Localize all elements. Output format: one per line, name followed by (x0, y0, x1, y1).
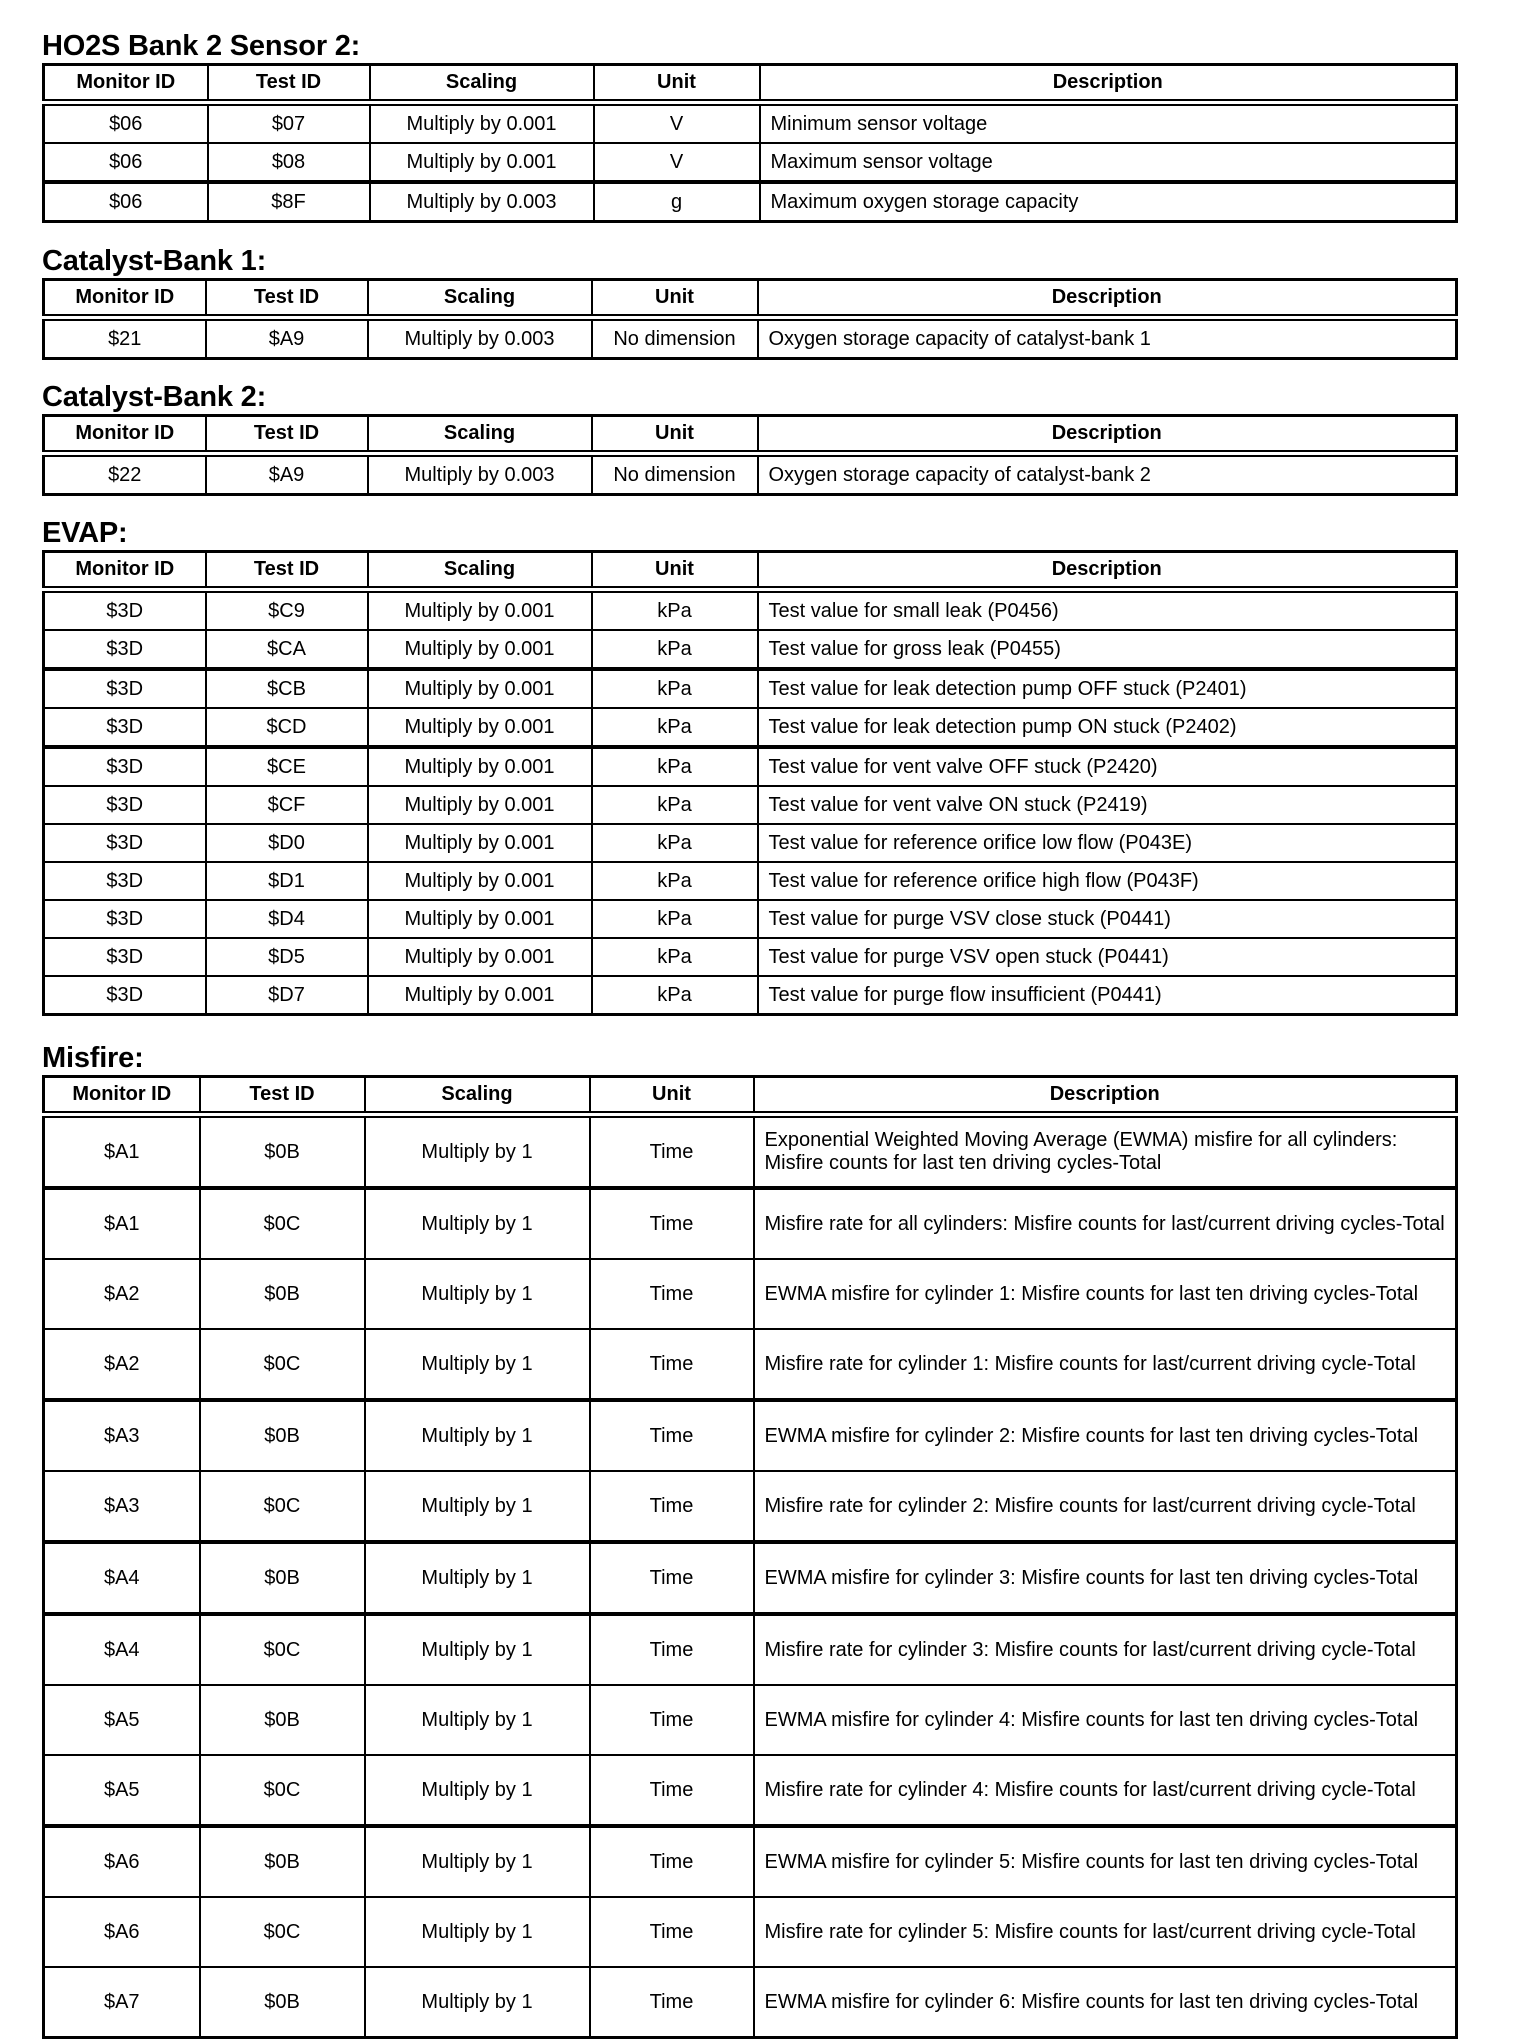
scaling: Multiply by 1 (365, 1329, 590, 1400)
scaling: Multiply by 1 (365, 1542, 590, 1614)
header-row (44, 65, 1457, 103)
col-monitor-id: Monitor ID (44, 552, 206, 590)
test-id: $CA (206, 630, 368, 669)
description: Oxygen storage capacity of catalyst-bank 2 (758, 454, 1457, 495)
test-id: $0C (200, 1329, 365, 1400)
description: Misfire rate for cylinder 2: Misfire counts for last/current driving cycle-Total (754, 1471, 1457, 1542)
table-row (44, 1471, 1457, 1542)
evap-table (42, 550, 1458, 1016)
scaling: Multiply by 1 (365, 1897, 590, 1967)
table-row (44, 1400, 1457, 1471)
table-row (44, 1259, 1457, 1329)
table-row (44, 103, 1457, 144)
table-row (44, 824, 1457, 862)
unit: Time (590, 1685, 754, 1755)
monitor-id: $A2 (44, 1259, 200, 1329)
table-row (44, 630, 1457, 669)
test-id: $0B (200, 1685, 365, 1755)
monitor-id: $3D (44, 824, 206, 862)
table-row (44, 862, 1457, 900)
col-test-id: Test ID (206, 416, 368, 454)
scaling: Multiply by 1 (365, 1967, 590, 2038)
table-row (44, 1897, 1457, 1967)
test-id: $CF (206, 786, 368, 824)
test-id: $8F (208, 182, 370, 222)
scaling: Multiply by 1 (365, 1685, 590, 1755)
description: EWMA misfire for cylinder 3: Misfire counts for last ten driving cycles-Total (754, 1542, 1457, 1614)
scaling: Multiply by 0.001 (368, 976, 592, 1015)
description: EWMA misfire for cylinder 4: Misfire counts for last ten driving cycles-Total (754, 1685, 1457, 1755)
scaling: Multiply by 0.001 (368, 786, 592, 824)
description: Test value for purge flow insufficient (P0441) (758, 976, 1457, 1015)
monitor-id: $21 (44, 318, 206, 359)
description: Test value for purge VSV close stuck (P0441) (758, 900, 1457, 938)
scaling: Multiply by 0.003 (368, 318, 592, 359)
scaling: Multiply by 1 (365, 1614, 590, 1685)
monitor-id: $06 (44, 143, 208, 182)
col-scaling: Scaling (368, 280, 592, 318)
description: Test value for reference orifice low flow (P043E) (758, 824, 1457, 862)
table-row (44, 1542, 1457, 1614)
table-row (44, 590, 1457, 631)
unit: kPa (592, 938, 758, 976)
col-description: Description (758, 552, 1457, 590)
header-row (44, 1077, 1457, 1115)
monitor-id: $3D (44, 747, 206, 786)
col-description: Description (754, 1077, 1457, 1115)
test-id: $0B (200, 1826, 365, 1897)
monitor-id: $A1 (44, 1115, 200, 1189)
test-id: $CE (206, 747, 368, 786)
col-unit: Unit (592, 280, 758, 318)
col-monitor-id: Monitor ID (44, 280, 206, 318)
col-unit: Unit (592, 552, 758, 590)
unit: V (594, 103, 760, 144)
unit: kPa (592, 630, 758, 669)
monitor-id: $3D (44, 976, 206, 1015)
col-unit: Unit (592, 416, 758, 454)
table-row (44, 1967, 1457, 2038)
monitor-id: $3D (44, 708, 206, 747)
test-id: $07 (208, 103, 370, 144)
table-row (44, 976, 1457, 1015)
unit: No dimension (592, 454, 758, 495)
section-catalyst-bank1 (42, 245, 1458, 360)
table-row (44, 1188, 1457, 1259)
table-row (44, 143, 1457, 182)
description: EWMA misfire for cylinder 5: Misfire counts for last ten driving cycles-Total (754, 1826, 1457, 1897)
description: EWMA misfire for cylinder 6: Misfire counts for last ten driving cycles-Total (754, 1967, 1457, 2038)
unit: Time (590, 1188, 754, 1259)
test-id: $C9 (206, 590, 368, 631)
monitor-id: $A7 (44, 1967, 200, 2038)
test-id: $08 (208, 143, 370, 182)
monitor-id: $A5 (44, 1685, 200, 1755)
section-misfire (42, 1042, 1458, 2039)
col-monitor-id: Monitor ID (44, 1077, 200, 1115)
section-title: Catalyst-Bank 1: (42, 245, 267, 277)
description: Maximum sensor voltage (760, 143, 1457, 182)
col-test-id: Test ID (206, 280, 368, 318)
test-id: $0C (200, 1471, 365, 1542)
header-row (44, 280, 1457, 318)
scaling: Multiply by 0.001 (370, 143, 594, 182)
section-title: Catalyst-Bank 2: (42, 381, 267, 413)
col-description: Description (758, 416, 1457, 454)
table-row (44, 1115, 1457, 1189)
unit: kPa (592, 708, 758, 747)
ho2s-table (42, 63, 1458, 223)
table-row (44, 182, 1457, 222)
test-id: $0B (200, 1967, 365, 2038)
col-test-id: Test ID (206, 552, 368, 590)
description: Test value for vent valve ON stuck (P2419) (758, 786, 1457, 824)
description: Test value for vent valve OFF stuck (P2420) (758, 747, 1457, 786)
monitor-id: $06 (44, 103, 208, 144)
scaling: Multiply by 0.001 (368, 938, 592, 976)
col-scaling: Scaling (368, 416, 592, 454)
table-row (44, 1685, 1457, 1755)
test-id: $A9 (206, 318, 368, 359)
monitor-id: $A3 (44, 1471, 200, 1542)
unit: V (594, 143, 760, 182)
test-id: $0C (200, 1188, 365, 1259)
table-row (44, 1755, 1457, 1826)
test-id: $0C (200, 1614, 365, 1685)
table-row (44, 786, 1457, 824)
test-id: $D1 (206, 862, 368, 900)
scaling: Multiply by 1 (365, 1115, 590, 1189)
table-row (44, 1329, 1457, 1400)
unit: Time (590, 1755, 754, 1826)
col-description: Description (760, 65, 1457, 103)
unit: kPa (592, 669, 758, 708)
monitor-id: $06 (44, 182, 208, 222)
scaling: Multiply by 0.003 (368, 454, 592, 495)
description: EWMA misfire for cylinder 2: Misfire counts for last ten driving cycles-Total (754, 1400, 1457, 1471)
test-id: $0B (200, 1542, 365, 1614)
unit: kPa (592, 747, 758, 786)
unit: Time (590, 1614, 754, 1685)
monitor-id: $3D (44, 786, 206, 824)
unit: Time (590, 1329, 754, 1400)
col-monitor-id: Monitor ID (44, 65, 208, 103)
scaling: Multiply by 0.001 (368, 862, 592, 900)
scaling: Multiply by 1 (365, 1400, 590, 1471)
monitor-id: $A4 (44, 1542, 200, 1614)
table-row (44, 1826, 1457, 1897)
description: Test value for gross leak (P0455) (758, 630, 1457, 669)
unit: Time (590, 1826, 754, 1897)
test-id: $0B (200, 1400, 365, 1471)
header-row (44, 552, 1457, 590)
unit: Time (590, 1115, 754, 1189)
test-id: $D0 (206, 824, 368, 862)
test-id: $0C (200, 1755, 365, 1826)
test-id: $0B (200, 1259, 365, 1329)
col-scaling: Scaling (368, 552, 592, 590)
scaling: Multiply by 0.003 (370, 182, 594, 222)
description: Test value for leak detection pump ON stuck (P2402) (758, 708, 1457, 747)
unit: Time (590, 1897, 754, 1967)
description: Exponential Weighted Moving Average (EWMA) misfire for all cylinders: Misfire counts for last ten driving cycles-Total (754, 1115, 1457, 1189)
test-id: $CD (206, 708, 368, 747)
scaling: Multiply by 0.001 (368, 900, 592, 938)
unit: Time (590, 1967, 754, 2038)
col-scaling: Scaling (365, 1077, 590, 1115)
table-row (44, 318, 1457, 359)
scaling: Multiply by 0.001 (368, 590, 592, 631)
monitor-id: $A6 (44, 1826, 200, 1897)
description: EWMA misfire for cylinder 1: Misfire counts for last ten driving cycles-Total (754, 1259, 1457, 1329)
unit: kPa (592, 786, 758, 824)
scaling: Multiply by 1 (365, 1471, 590, 1542)
catalyst-bank1-table (42, 278, 1458, 360)
scaling: Multiply by 1 (365, 1188, 590, 1259)
section-evap (42, 517, 1458, 1016)
scaling: Multiply by 0.001 (368, 669, 592, 708)
table-row (44, 1614, 1457, 1685)
description: Test value for reference orifice high flow (P043F) (758, 862, 1457, 900)
test-id: $D4 (206, 900, 368, 938)
unit: kPa (592, 862, 758, 900)
description: Misfire rate for cylinder 4: Misfire counts for last/current driving cycle-Total (754, 1755, 1457, 1826)
monitor-id: $3D (44, 938, 206, 976)
scaling: Multiply by 0.001 (368, 708, 592, 747)
scaling: Multiply by 0.001 (368, 747, 592, 786)
unit: kPa (592, 900, 758, 938)
col-scaling: Scaling (370, 65, 594, 103)
description: Test value for purge VSV open stuck (P0441) (758, 938, 1457, 976)
test-id: $D7 (206, 976, 368, 1015)
description: Minimum sensor voltage (760, 103, 1457, 144)
description: Misfire rate for cylinder 5: Misfire counts for last/current driving cycle-Total (754, 1897, 1457, 1967)
monitor-id: $A3 (44, 1400, 200, 1471)
table-row (44, 708, 1457, 747)
table-row (44, 938, 1457, 976)
col-unit: Unit (594, 65, 760, 103)
unit: kPa (592, 590, 758, 631)
scaling: Multiply by 1 (365, 1826, 590, 1897)
section-title: HO2S Bank 2 Sensor 2: (42, 30, 361, 62)
table-row (44, 669, 1457, 708)
header-row (44, 416, 1457, 454)
monitor-id: $A2 (44, 1329, 200, 1400)
section-ho2s-bank2-sensor2 (42, 30, 1458, 223)
description: Misfire rate for cylinder 3: Misfire counts for last/current driving cycle-Total (754, 1614, 1457, 1685)
monitor-id: $A5 (44, 1755, 200, 1826)
scaling: Multiply by 1 (365, 1755, 590, 1826)
monitor-id: $A4 (44, 1614, 200, 1685)
unit: Time (590, 1471, 754, 1542)
col-test-id: Test ID (200, 1077, 365, 1115)
monitor-id: $3D (44, 630, 206, 669)
description: Oxygen storage capacity of catalyst-bank 1 (758, 318, 1457, 359)
table-row (44, 747, 1457, 786)
scaling: Multiply by 0.001 (370, 103, 594, 144)
section-catalyst-bank2 (42, 381, 1458, 496)
description: Misfire rate for all cylinders: Misfire counts for last/current driving cycles-Total (754, 1188, 1457, 1259)
col-test-id: Test ID (208, 65, 370, 103)
scaling: Multiply by 0.001 (368, 630, 592, 669)
monitor-id: $3D (44, 590, 206, 631)
monitor-id: $3D (44, 862, 206, 900)
col-monitor-id: Monitor ID (44, 416, 206, 454)
test-id: $D5 (206, 938, 368, 976)
scaling: Multiply by 0.001 (368, 824, 592, 862)
table-row (44, 900, 1457, 938)
section-title: Misfire: (42, 1042, 144, 1074)
col-description: Description (758, 280, 1457, 318)
unit: Time (590, 1259, 754, 1329)
monitor-id: $A6 (44, 1897, 200, 1967)
unit: g (594, 182, 760, 222)
test-id: $0C (200, 1897, 365, 1967)
table-row (44, 454, 1457, 495)
unit: kPa (592, 976, 758, 1015)
monitor-id: $22 (44, 454, 206, 495)
unit: kPa (592, 824, 758, 862)
monitor-id: $3D (44, 669, 206, 708)
section-title: EVAP: (42, 517, 128, 549)
unit: Time (590, 1542, 754, 1614)
description: Misfire rate for cylinder 1: Misfire counts for last/current driving cycle-Total (754, 1329, 1457, 1400)
description: Test value for leak detection pump OFF stuck (P2401) (758, 669, 1457, 708)
col-unit: Unit (590, 1077, 754, 1115)
misfire-table (42, 1075, 1458, 2039)
test-id: $0B (200, 1115, 365, 1189)
description: Maximum oxygen storage capacity (760, 182, 1457, 222)
test-id: $CB (206, 669, 368, 708)
test-id: $A9 (206, 454, 368, 495)
scaling: Multiply by 1 (365, 1259, 590, 1329)
unit: Time (590, 1400, 754, 1471)
catalyst-bank2-table (42, 414, 1458, 496)
monitor-id: $3D (44, 900, 206, 938)
unit: No dimension (592, 318, 758, 359)
monitor-id: $A1 (44, 1188, 200, 1259)
description: Test value for small leak (P0456) (758, 590, 1457, 631)
